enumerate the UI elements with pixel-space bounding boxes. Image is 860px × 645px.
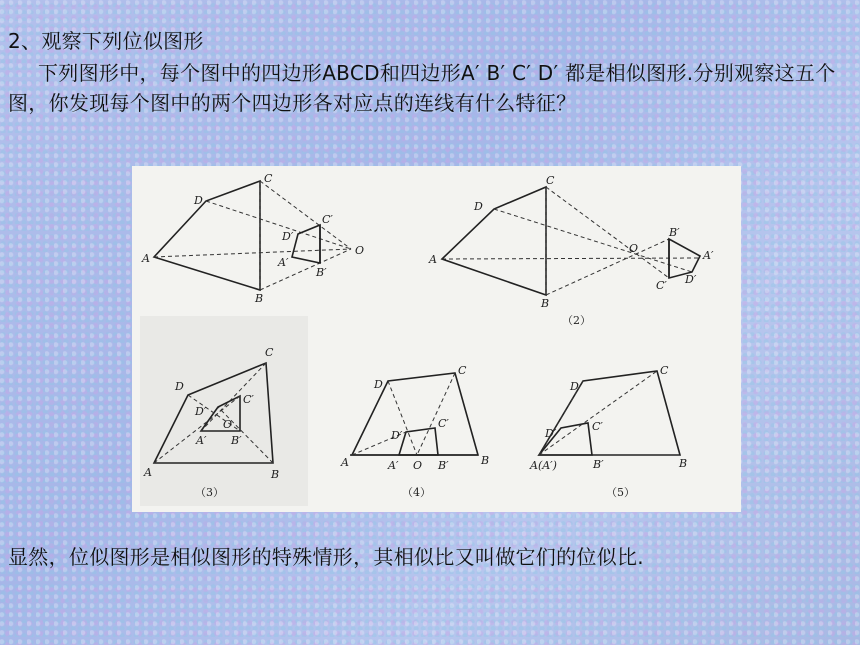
- label-D-5: D: [570, 380, 579, 393]
- label-A1-1: A′: [278, 256, 289, 269]
- caption-3: （3）: [195, 486, 224, 499]
- label-O-1: O: [355, 244, 365, 257]
- label-C1-3: C′: [243, 393, 254, 406]
- caption-4: （4）: [402, 486, 431, 499]
- label-B1-5: B′: [593, 458, 604, 471]
- diagram-5: [529, 364, 687, 499]
- label-D-2: D: [474, 200, 483, 213]
- label-D1-3: D′: [195, 405, 207, 418]
- label-B-4: B: [481, 454, 490, 467]
- caption-5: （5）: [606, 486, 635, 499]
- label-D1-5: D′: [545, 427, 557, 440]
- label-C1-1: C′: [322, 213, 333, 226]
- label-C-3: C: [265, 346, 274, 359]
- diagram-3: [140, 316, 308, 506]
- label-C1-5: C′: [592, 420, 603, 433]
- label-A-4: A: [341, 456, 349, 469]
- label-D1-4: D′: [391, 429, 403, 442]
- question-paragraph: [8, 58, 838, 118]
- label-D1-2: D′: [685, 273, 697, 286]
- label-A1-3: A′: [196, 434, 207, 447]
- homothety-diagrams: [132, 166, 741, 512]
- conclusion-text: 显然，位似图形是相似图形的特殊情形，其相似比又叫做它们的位似比.: [8, 545, 644, 569]
- label-B-5: B: [679, 457, 688, 470]
- homothety-figure: [132, 166, 741, 512]
- label-B1-4: B′: [438, 459, 449, 472]
- label-A-2: A: [429, 253, 437, 266]
- label-A-1: A: [142, 252, 150, 265]
- label-C1-4: C′: [438, 417, 449, 430]
- label-D1-1: D′: [282, 230, 294, 243]
- label-B1-2: B′: [669, 226, 680, 239]
- label-O-2: O: [629, 242, 639, 255]
- label-C-2: C: [546, 174, 555, 187]
- label-O-3: O: [223, 418, 233, 431]
- label-B-2: B: [541, 297, 550, 310]
- section-heading: 2、观察下列位似图形: [8, 29, 204, 53]
- label-C-1: C: [264, 172, 273, 185]
- label-A1-4: A′: [388, 459, 399, 472]
- label-D-1: D: [194, 194, 203, 207]
- label-D-3: D: [175, 380, 184, 393]
- label-D-4: D: [374, 378, 383, 391]
- label-O-4: O: [413, 459, 423, 472]
- label-B1-3: B′: [231, 434, 242, 447]
- caption-2: （2）: [562, 314, 591, 327]
- label-B-3: B: [271, 468, 280, 481]
- label-A1-2: A′: [703, 249, 714, 262]
- label-C-4: C: [458, 364, 467, 377]
- diagram-1: [141, 172, 364, 329]
- label-C-5: C: [660, 364, 669, 377]
- label-B1-1: B′: [316, 266, 327, 279]
- question-text: 下列图形中，每个图中的四边形ABCD和四边形A′ B′ C′ D′ 都是相似图形.分别观察这五个图，你发现每个图中的两个四边形各对应点的连线有什么特征？: [8, 61, 836, 115]
- diagram-4: [340, 364, 489, 499]
- label-B-1: B: [255, 292, 264, 305]
- label-C1-2: C′: [656, 279, 667, 292]
- label-A-coincide-5: A(A′): [530, 459, 557, 472]
- diagram-2: [428, 174, 714, 327]
- label-A-3: A: [144, 466, 152, 479]
